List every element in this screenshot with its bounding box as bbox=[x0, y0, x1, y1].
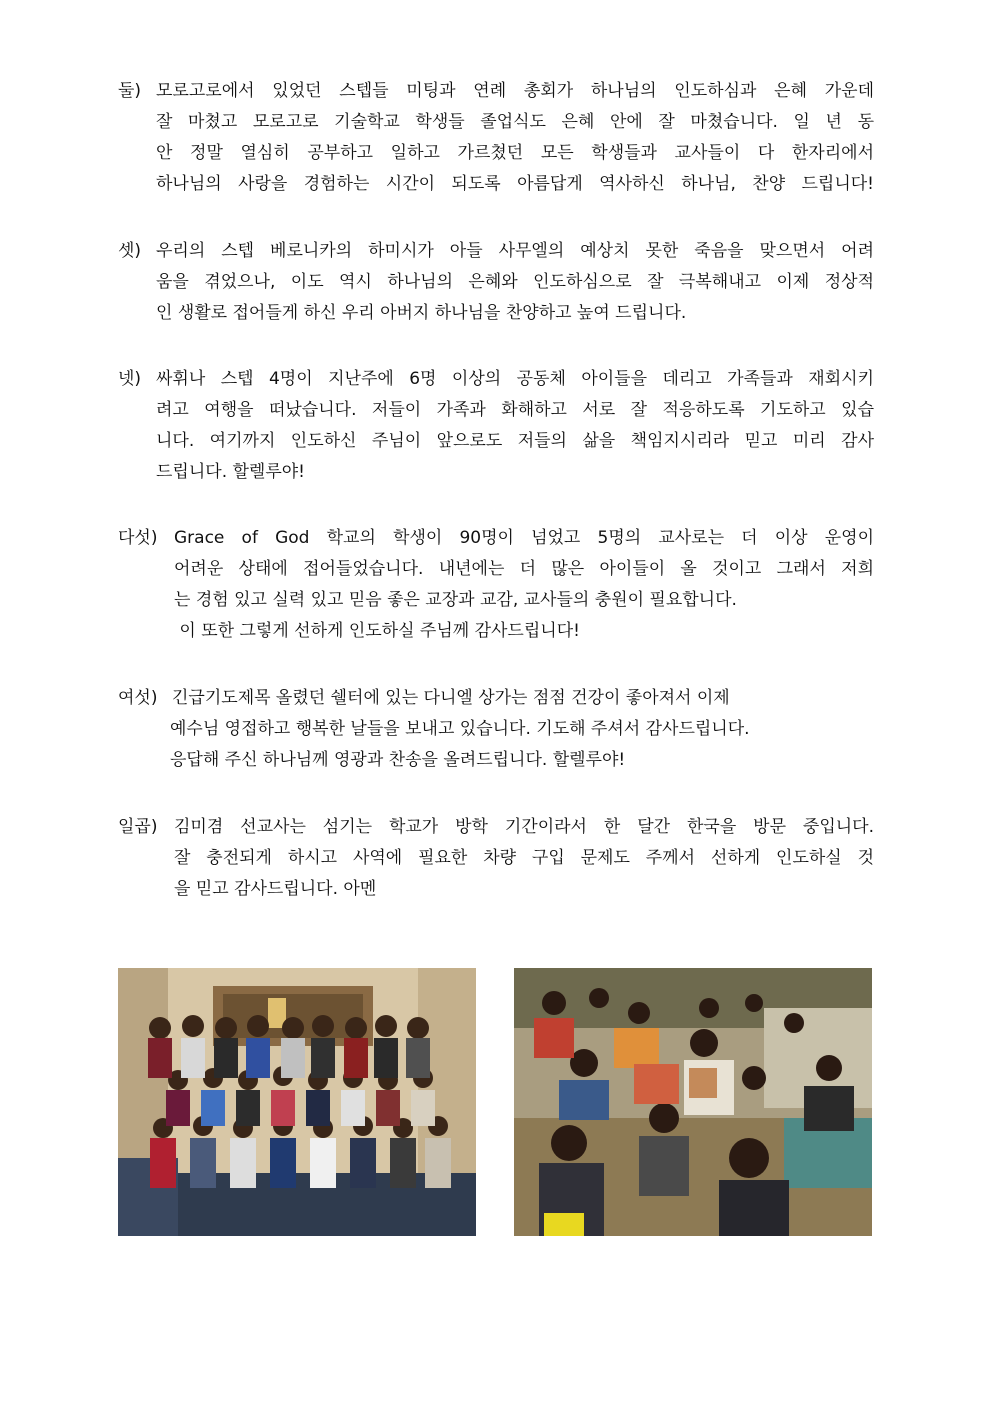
item-line: 어려운 상태에 접어들었습니다. 내년에는 더 많은 아이들이 올 것이고 그래서 저희 bbox=[174, 559, 874, 579]
prayer-item-3 bbox=[118, 236, 874, 329]
item-line: 응답해 주신 하나님께 영광과 찬송을 올려드립니다. 할렐루야! bbox=[170, 750, 626, 770]
item-line: 모로고로에서 있었던 스텝들 미팅과 연례 총회가 하나님의 인도하심과 은혜 가운데 bbox=[156, 81, 874, 101]
item-number: 둘) bbox=[118, 81, 142, 101]
group-photo-indoor-image bbox=[118, 968, 476, 1236]
group-photo-indoor bbox=[118, 968, 476, 1236]
prayer-item-7 bbox=[118, 812, 874, 905]
prayer-item-5 bbox=[118, 523, 874, 647]
item-line: 예수님 영접하고 행복한 날들을 보내고 있습니다. 기도해 주셔서 감사드립니다. bbox=[170, 719, 750, 739]
item-line: 잘 마쳤고 모로고로 기술학교 학생들 졸업식도 은혜 안에 잘 마쳤습니다. 일 년 동 bbox=[156, 112, 874, 132]
item-line: 이 또한 그렇게 선하게 인도하실 주님께 감사드립니다! bbox=[174, 621, 580, 641]
item-number: 여섯) bbox=[118, 688, 158, 708]
item-line: 싸휘나 스텝 4명이 지난주에 6명 이상의 공동체 아이들을 데리고 가족들과 재회시키 bbox=[156, 369, 874, 389]
prayer-item-6 bbox=[118, 683, 874, 776]
item-line: 니다. 여기까지 인도하신 주님이 앞으로도 저들의 삶을 책임지시리라 믿고 미리 감사 bbox=[156, 431, 874, 451]
prayer-item-2 bbox=[118, 76, 874, 200]
item-number: 일곱) bbox=[118, 817, 158, 837]
item-line: 우리의 스텝 베로니카의 하미시가 아들 사무엘의 예상치 못한 죽음을 맞으면서 어려 bbox=[156, 241, 874, 261]
item-line: 드립니다. 할렐루야! bbox=[156, 462, 305, 482]
item-line: Grace of God 학교의 학생이 90명이 넘었고 5명의 교사로는 더 이상 운영이 bbox=[174, 528, 874, 548]
item-line: 인 생활로 접어들게 하신 우리 아버지 하나님을 찬양하고 높여 드립니다. bbox=[156, 303, 687, 323]
prayer-item-4 bbox=[118, 364, 874, 488]
group-photo-outdoor bbox=[514, 968, 872, 1236]
item-line: 려고 여행을 떠났습니다. 저들이 가족과 화해하고 서로 잘 적응하도록 기도하고 있습 bbox=[156, 400, 874, 420]
group-photo-outdoor-image bbox=[514, 968, 872, 1236]
item-line: 을 믿고 감사드립니다. 아멘 bbox=[174, 879, 377, 899]
item-number: 셋) bbox=[118, 241, 142, 261]
item-line: 는 경험 있고 실력 있고 믿음 좋은 교장과 교감, 교사들의 충원이 필요합니다. bbox=[174, 590, 737, 610]
item-number: 다섯) bbox=[118, 528, 158, 548]
item-number: 넷) bbox=[118, 369, 142, 389]
item-line: 움을 겪었으나, 이도 역시 하나님의 은혜와 인도하심으로 잘 극복해내고 이제 정상적 bbox=[156, 272, 874, 292]
item-line: 김미겸 선교사는 섬기는 학교가 방학 기간이라서 한 달간 한국을 방문 중입니다. bbox=[174, 817, 874, 837]
item-line: 긴급기도제목 올렸던 쉘터에 있는 다니엘 상가는 점점 건강이 좋아져서 이제 bbox=[172, 688, 730, 708]
item-line: 안 정말 열심히 공부하고 일하고 가르쳤던 모든 학생들과 교사들이 다 한자리에서 bbox=[156, 143, 874, 163]
item-line: 하나님의 사랑을 경험하는 시간이 되도록 아름답게 역사하신 하나님, 찬양 드립니다! bbox=[156, 174, 874, 194]
item-line: 잘 충전되게 하시고 사역에 필요한 차량 구입 문제도 주께서 선하게 인도하실 것 bbox=[174, 848, 874, 868]
